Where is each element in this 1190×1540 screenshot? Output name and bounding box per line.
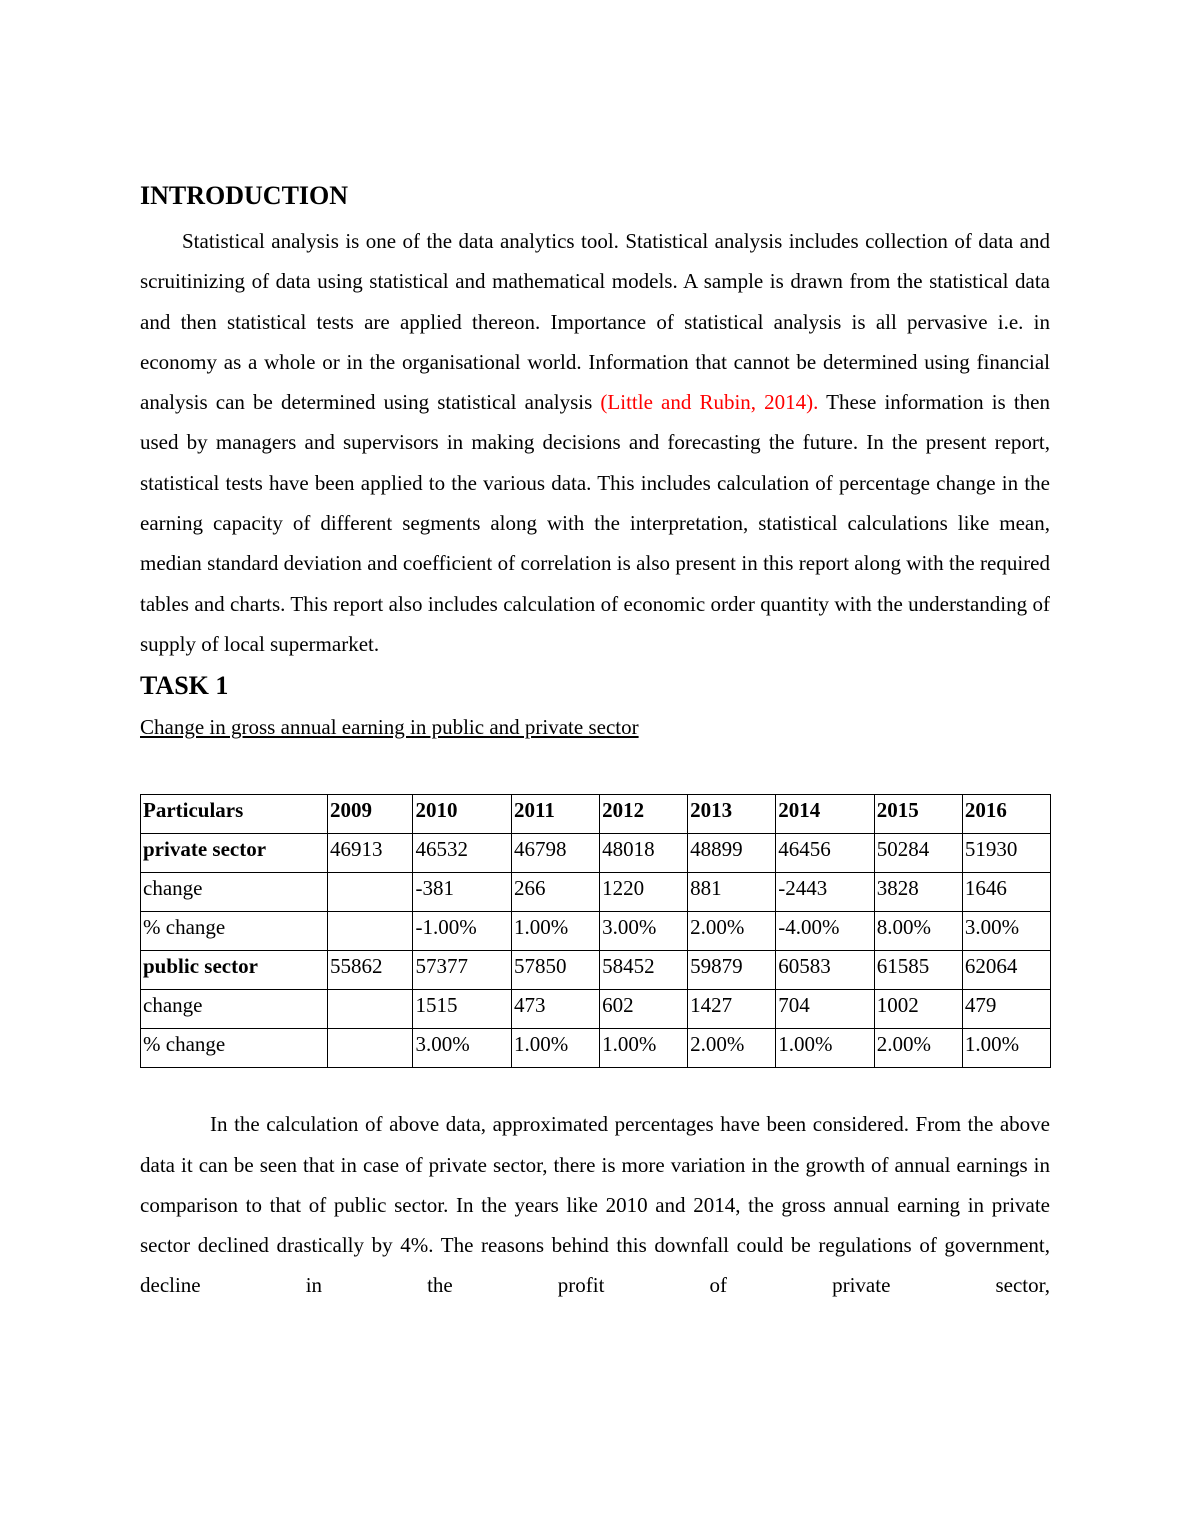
table-header-cell: 2015	[874, 795, 962, 834]
table-header-cell: 2009	[328, 795, 413, 834]
table-row	[141, 951, 1051, 990]
row-label: change	[141, 990, 328, 1029]
row-label: change	[141, 873, 328, 912]
table-header-cell: 2013	[688, 795, 776, 834]
table-cell: 8.00%	[874, 912, 962, 951]
table-cell: 59879	[688, 951, 776, 990]
table-cell: 1427	[688, 990, 776, 1029]
table-cell: 1646	[962, 873, 1050, 912]
document-page	[140, 178, 1050, 1306]
table-cell: 2.00%	[874, 1029, 962, 1068]
table-cell: 61585	[874, 951, 962, 990]
table-cell: 479	[962, 990, 1050, 1029]
table-header-cell: 2012	[600, 795, 688, 834]
table-cell: 55862	[328, 951, 413, 990]
table-cell: 57850	[511, 951, 599, 990]
table-header-cell: Particulars	[141, 795, 328, 834]
table-cell: 3.00%	[962, 912, 1050, 951]
table-cell: 3828	[874, 873, 962, 912]
table-row	[141, 873, 1051, 912]
table-header-cell: 2011	[511, 795, 599, 834]
intro-heading: INTRODUCTION	[140, 181, 349, 210]
table-cell: 51930	[962, 834, 1050, 873]
table-header-cell: 2016	[962, 795, 1050, 834]
table-cell: 473	[511, 990, 599, 1029]
table-cell: 50284	[874, 834, 962, 873]
row-label: public sector	[141, 951, 328, 990]
table-cell: 1515	[413, 990, 512, 1029]
table-cell	[328, 990, 413, 1029]
table-cell: 57377	[413, 951, 512, 990]
table-row	[141, 1029, 1051, 1068]
table-cell: 1002	[874, 990, 962, 1029]
table-cell: 1.00%	[511, 912, 599, 951]
table-cell	[328, 873, 413, 912]
table-row	[141, 834, 1051, 873]
table-cell: 602	[600, 990, 688, 1029]
table-cell: 1.00%	[600, 1029, 688, 1068]
table-cell: 881	[688, 873, 776, 912]
table-cell: 1220	[600, 873, 688, 912]
table-header-cell: 2010	[413, 795, 512, 834]
intro-text-cont: These information is then used by managers and supervisors in making decisions and forecasting the future. In the present report, statistical tests have been applied to the various data. This includes calculation of percentage change in the earning capacity of different segments along with the interpretation, statistical calculations like mean, median standard deviation and coefficient of correlation is also present in this report along with the required tables and charts. This report also includes calculation of economic order quantity with the understanding of supply of local supermarket.	[140, 390, 1050, 656]
analysis-paragraph: In the calculation of above data, approximated percentages have been considered. From the above data it can be seen that in case of private sector, there is more variation in the growth of annual earnings in comparison to that of public sector. In the years like 2010 and 2014, the gross annual earning in private sector declined drastically by 4%. The reasons behind this downfall could be regulations of government, decline in the profit of private sector,	[140, 1112, 1050, 1298]
table-cell: 48018	[600, 834, 688, 873]
table-cell: 1.00%	[962, 1029, 1050, 1068]
row-label: % change	[141, 1029, 328, 1068]
table-cell: -381	[413, 873, 512, 912]
table-cell: 48899	[688, 834, 776, 873]
table-header-cell: 2014	[776, 795, 875, 834]
table-row	[141, 912, 1051, 951]
table-cell: 1.00%	[511, 1029, 599, 1068]
citation: (Little and Rubin, 2014).	[600, 390, 819, 415]
row-label: % change	[141, 912, 328, 951]
task1-subtitle: Change in gross annual earning in public and private sector	[140, 715, 639, 740]
intro-text: Statistical analysis is one of the data analytics tool. Statistical analysis includes collection of data and scruitinizing of data using statistical and mathematical models. A sample is drawn from the statistical data and then statistical tests are applied thereon. Importance of statistical analysis is all pervasive i.e. in economy as a whole or in the organisational world. Information that cannot be determined using financial analysis can be determined using statistical analysis	[140, 229, 1050, 415]
row-label: private sector	[141, 834, 328, 873]
table-cell: 58452	[600, 951, 688, 990]
table-cell: 46913	[328, 834, 413, 873]
earnings-table	[140, 794, 1051, 1068]
table-cell: 1.00%	[776, 1029, 875, 1068]
table-cell	[328, 912, 413, 951]
table-cell	[328, 1029, 413, 1068]
table-cell: 46798	[511, 834, 599, 873]
table-cell: 46456	[776, 834, 875, 873]
table-cell: -4.00%	[776, 912, 875, 951]
task1-heading: TASK 1	[140, 671, 229, 701]
table-cell: 60583	[776, 951, 875, 990]
table-header-row	[141, 795, 1051, 834]
table-cell: 2.00%	[688, 912, 776, 951]
table-row	[141, 990, 1051, 1029]
table-cell: 2.00%	[688, 1029, 776, 1068]
table-cell: 266	[511, 873, 599, 912]
table-cell: 704	[776, 990, 875, 1029]
table-cell: 3.00%	[413, 1029, 512, 1068]
table-cell: 62064	[962, 951, 1050, 990]
intro-paragraph	[140, 221, 1050, 664]
table-cell: -1.00%	[413, 912, 512, 951]
table-cell: 46532	[413, 834, 512, 873]
table-cell: -2443	[776, 873, 875, 912]
table-cell: 3.00%	[600, 912, 688, 951]
